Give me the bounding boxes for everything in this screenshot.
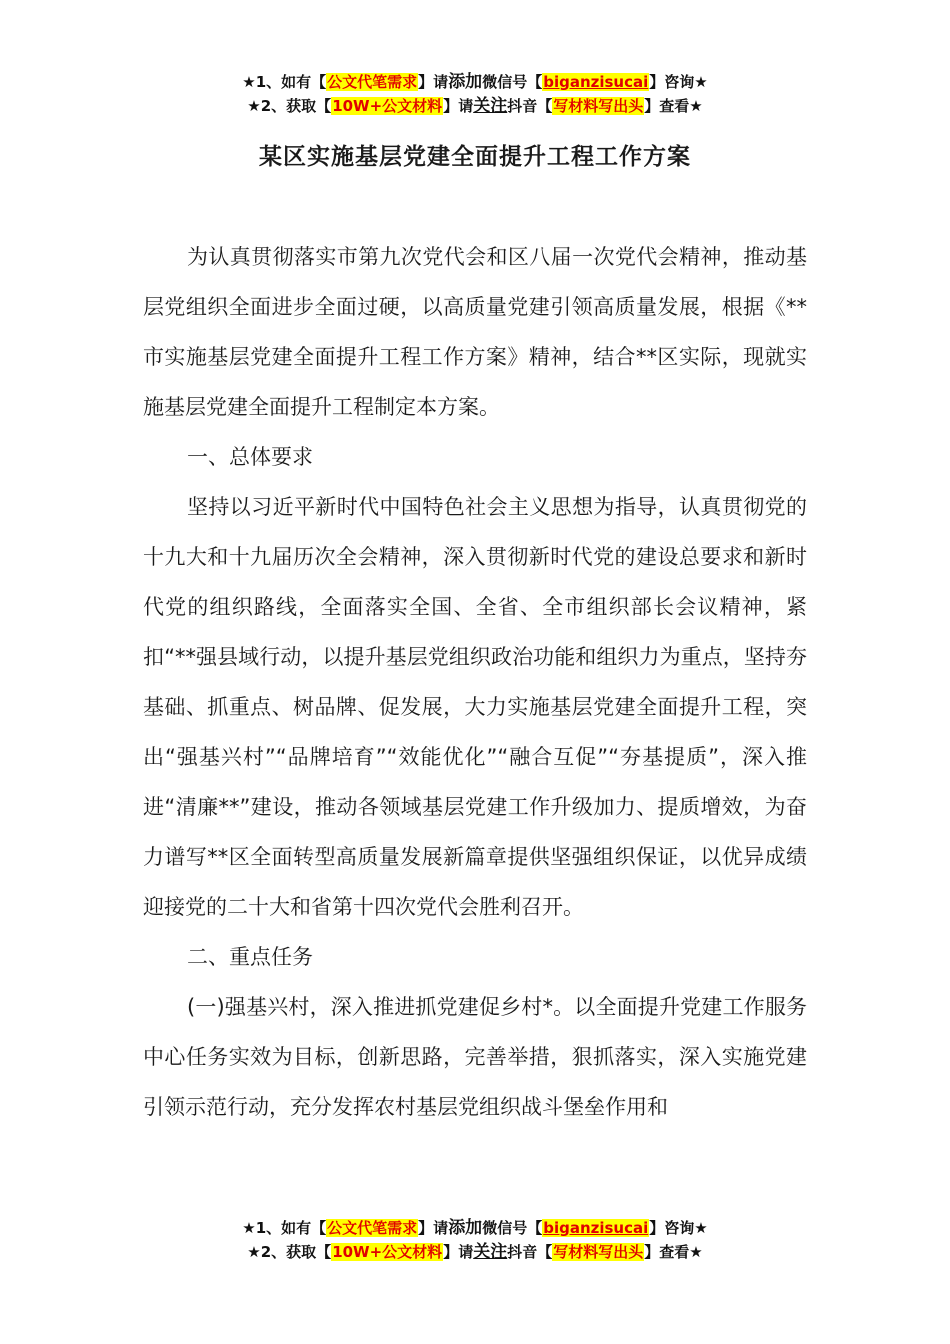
- document-body: [143, 232, 807, 1132]
- paragraph-intro: 为认真贯彻落实市第九次党代会和区八届一次党代会精神，推动基层党组织全面进步全面过硬，以高质量党建引领高质量发展，根据《**市实施基层党建全面提升工程工作方案》精神，结合**区实际，现就实施基层党建全面提升工程制定本方案。: [143, 245, 807, 419]
- heading-key-tasks: 二、重点任务: [187, 945, 313, 969]
- footer-promo-banner: [0, 1216, 950, 1264]
- highlight-douyin: 写材料写出头: [553, 97, 644, 115]
- highlight-wechat-id: biganzisucai: [543, 73, 649, 91]
- header-promo-banner: [0, 70, 950, 118]
- paragraph-general-requirements: 坚持以习近平新时代中国特色社会主义思想为指导，认真贯彻党的十九大和十九届历次全会精神，深入贯彻新时代党的建设总要求和新时代党的组织路线，全面落实全国、全省、全市组织部长会议精神，紧扣“**强县域行动，以提升基层党组织政治功能和组织力为重点，坚持夯基础、抓重点、树品牌、促发展，大力实施基层党建全面提升工程，突出“强基兴村”“品牌培育”“效能优化”“融合互促”“夯基提质”，深入推进“清廉**”建设，推动各领域基层党建工作升级加力、提质增效，为奋力谱写**区全面转型高质量发展新篇章提供坚强组织保证，以优异成绩迎接党的二十大和省第十四次党代会胜利召开。: [143, 495, 807, 919]
- promo-line-1: ★1、如有【公文代笔需求】请添加微信号【biganzisucai】咨询★: [242, 1218, 708, 1238]
- highlight-service: 公文代笔需求: [327, 1219, 418, 1237]
- highlight-service: 公文代笔需求: [327, 73, 418, 91]
- highlight-materials: 10W+公文材料: [332, 1243, 443, 1261]
- document-title: 某区实施基层党建全面提升工程工作方案: [259, 144, 691, 170]
- highlight-wechat-id: biganzisucai: [543, 1219, 649, 1237]
- highlight-materials: 10W+公文材料: [332, 97, 443, 115]
- paragraph-task-1: (一)强基兴村，深入推进抓党建促乡村*。以全面提升党建工作服务中心任务实效为目标，创新思路，完善举措，狠抓落实，深入实施党建引领示范行动，充分发挥农村基层党组织战斗堡垒作用和: [143, 995, 807, 1119]
- heading-general-requirements: 一、总体要求: [187, 445, 313, 469]
- promo-line-1: ★1、如有【公文代笔需求】请添加微信号【biganzisucai】咨询★: [242, 72, 708, 92]
- promo-line-2: ★2、获取【10W+公文材料】请关注抖音【写材料写出头】查看★: [247, 1242, 703, 1262]
- highlight-douyin: 写材料写出头: [553, 1243, 644, 1261]
- promo-line-2: ★2、获取【10W+公文材料】请关注抖音【写材料写出头】查看★: [247, 96, 703, 116]
